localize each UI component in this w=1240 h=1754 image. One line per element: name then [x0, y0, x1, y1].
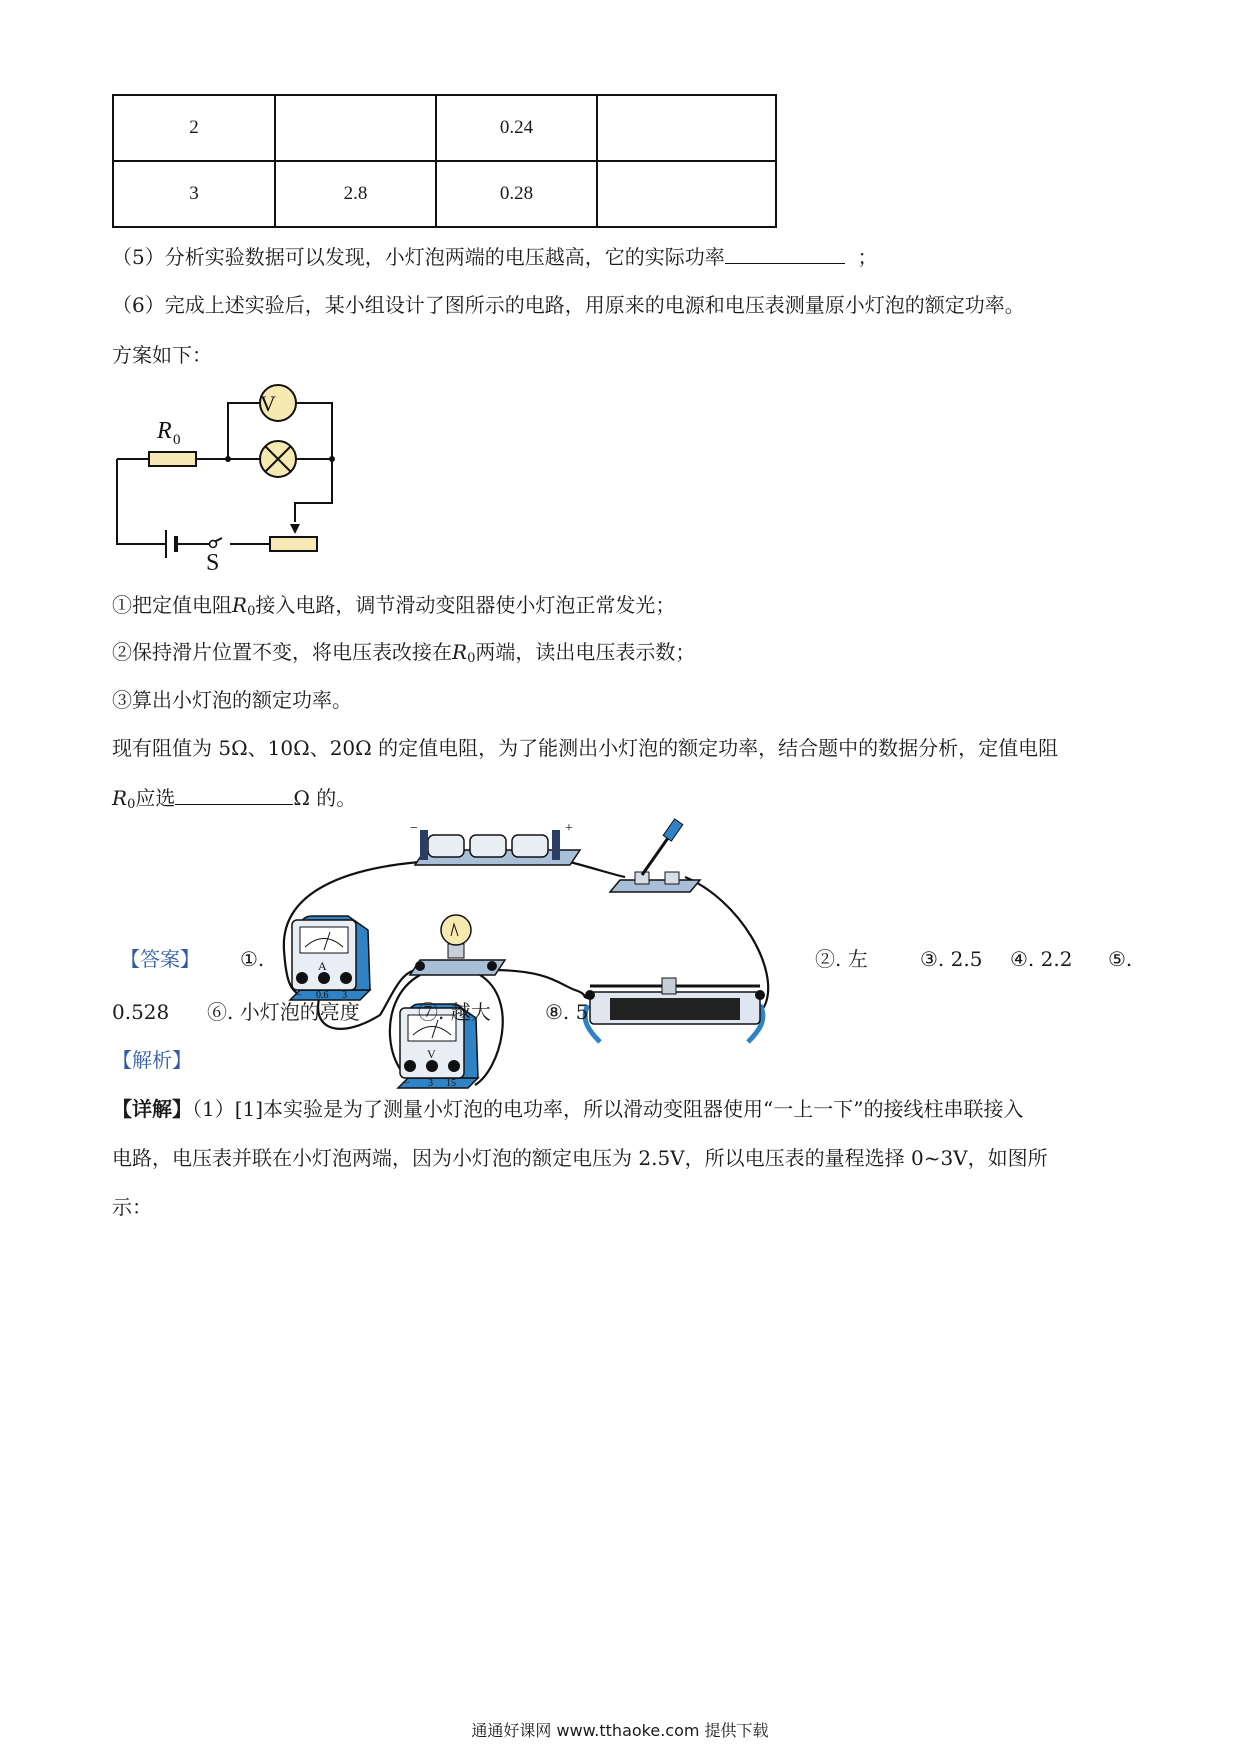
battery-minus-label: −	[410, 821, 418, 836]
wire	[570, 862, 625, 877]
voltmeter-terminal-label: −	[404, 1078, 410, 1089]
rheostat-symbol	[270, 537, 317, 551]
question-tail-line1: 现有阻值为 5Ω、10Ω、20Ω 的定值电阻，为了能测出小灯泡的额定功率，结合题中的数据分析，定值电阻	[112, 736, 1059, 760]
step-3: ③算出小灯泡的额定功率。	[112, 688, 352, 712]
step-1	[112, 590, 675, 627]
answer-item-1: ①.	[240, 947, 265, 971]
r-symbol: R	[232, 593, 248, 617]
voltmeter-terminal-label: 15	[446, 1078, 456, 1089]
battery-holder	[415, 830, 580, 865]
battery-plus-label: +	[565, 821, 573, 836]
table-cell	[597, 161, 776, 227]
voltmeter-letter: V	[427, 1047, 436, 1061]
answer-line2-item: 0.528	[112, 1000, 170, 1024]
answer-blank	[175, 782, 293, 805]
table-cell: 0.28	[436, 161, 597, 227]
knife-switch	[610, 819, 700, 892]
resistor-label-sub: 0	[173, 432, 181, 448]
answer-line2-item: ⑧. 5	[545, 1000, 589, 1024]
analysis-text-1: （1）[1]本实验是为了测量小灯泡的电功率，所以滑动变阻器使用“一上一下”的接线柱串联接入	[192, 1097, 1024, 1121]
analysis-line3: 示：	[112, 1195, 152, 1219]
detail-label: 【详解】	[112, 1097, 192, 1121]
page-footer: 通通好课网 www.tthaoke.com 提供下载	[471, 1721, 769, 1740]
table-cell: 2	[113, 95, 275, 161]
question-tail-text: 应选	[135, 786, 176, 810]
junction-dot	[329, 456, 335, 462]
resistor-label: R	[157, 418, 172, 444]
junction-dot	[225, 456, 231, 462]
table-cell	[275, 95, 436, 161]
wire	[492, 970, 590, 998]
r-subscript: 0	[127, 797, 136, 812]
question-5-tail: ；	[857, 245, 878, 269]
circuit-diagram	[100, 378, 340, 578]
r-symbol: R	[112, 786, 128, 810]
answer-line2-item: ⑥. 小灯泡的亮度	[207, 1000, 360, 1024]
data-table	[112, 94, 777, 228]
answer-label: 【答案】	[120, 947, 200, 971]
answer-item-2: ②. 左	[815, 947, 868, 971]
table-cell	[597, 95, 776, 161]
table-row	[113, 95, 776, 161]
rheostat	[585, 978, 765, 1042]
question-tail-end: Ω 的。	[293, 786, 357, 810]
switch-label: S	[206, 550, 220, 576]
resistor-r0	[149, 452, 196, 466]
question-5-text: （5）分析实验数据可以发现，小灯泡两端的电压越高，它的实际功率	[112, 245, 725, 269]
answer-line2-item: ⑦. 越大	[418, 1000, 491, 1024]
ammeter-terminal-label: −	[296, 990, 302, 1001]
ammeter-terminal-label: 3	[342, 990, 347, 1001]
r-subscript: 0	[467, 651, 476, 666]
table-cell: 0.24	[436, 95, 597, 161]
step-2	[112, 637, 695, 674]
ammeter	[290, 916, 370, 1000]
rheostat-slider-arrow	[290, 524, 300, 534]
voltmeter-label: V	[260, 391, 276, 416]
table-row	[113, 161, 776, 227]
step-2-post: 两端，读出电压表示数；	[475, 640, 696, 664]
step-1-post: 接入电路，调节滑动变阻器使小灯泡正常发光；	[255, 593, 676, 617]
question-6-line2: 方案如下：	[112, 343, 212, 367]
step-1-pre: ①把定值电阻	[112, 593, 232, 617]
table-cell: 2.8	[275, 161, 436, 227]
r-subscript: 0	[247, 604, 256, 619]
ammeter-letter: A	[318, 959, 327, 973]
wire	[475, 975, 503, 1085]
r-symbol: R	[452, 640, 468, 664]
question-6-line1: （6）完成上述实验后，某小组设计了图所示的电路，用原来的电源和电压表测量原小灯泡的额定功率。	[112, 293, 1025, 317]
switch-pivot	[210, 541, 217, 548]
answer-item-5: ⑤.	[1108, 947, 1133, 971]
table-cell: 3	[113, 161, 275, 227]
lamp-board	[410, 915, 505, 975]
question-tail-line2	[112, 782, 356, 820]
analysis-line2: 电路，电压表并联在小灯泡两端，因为小灯泡的额定电压为 2.5V，所以电压表的量程选择 0~3V，如图所	[112, 1146, 1048, 1170]
answer-blank	[725, 241, 845, 264]
step-2-pre: ②保持滑片位置不变，将电压表改接在	[112, 640, 452, 664]
apparatus-diagram	[270, 820, 770, 1105]
analysis-label: 【解析】	[112, 1048, 192, 1072]
question-5	[112, 241, 877, 272]
answer-item-4: ④. 2.2	[1010, 947, 1073, 971]
voltmeter-terminal-label: 3	[428, 1078, 433, 1089]
answer-item-3: ③. 2.5	[920, 947, 983, 971]
analysis-line1	[112, 1094, 1024, 1124]
ammeter-terminal-label: 0.6	[316, 990, 329, 1001]
